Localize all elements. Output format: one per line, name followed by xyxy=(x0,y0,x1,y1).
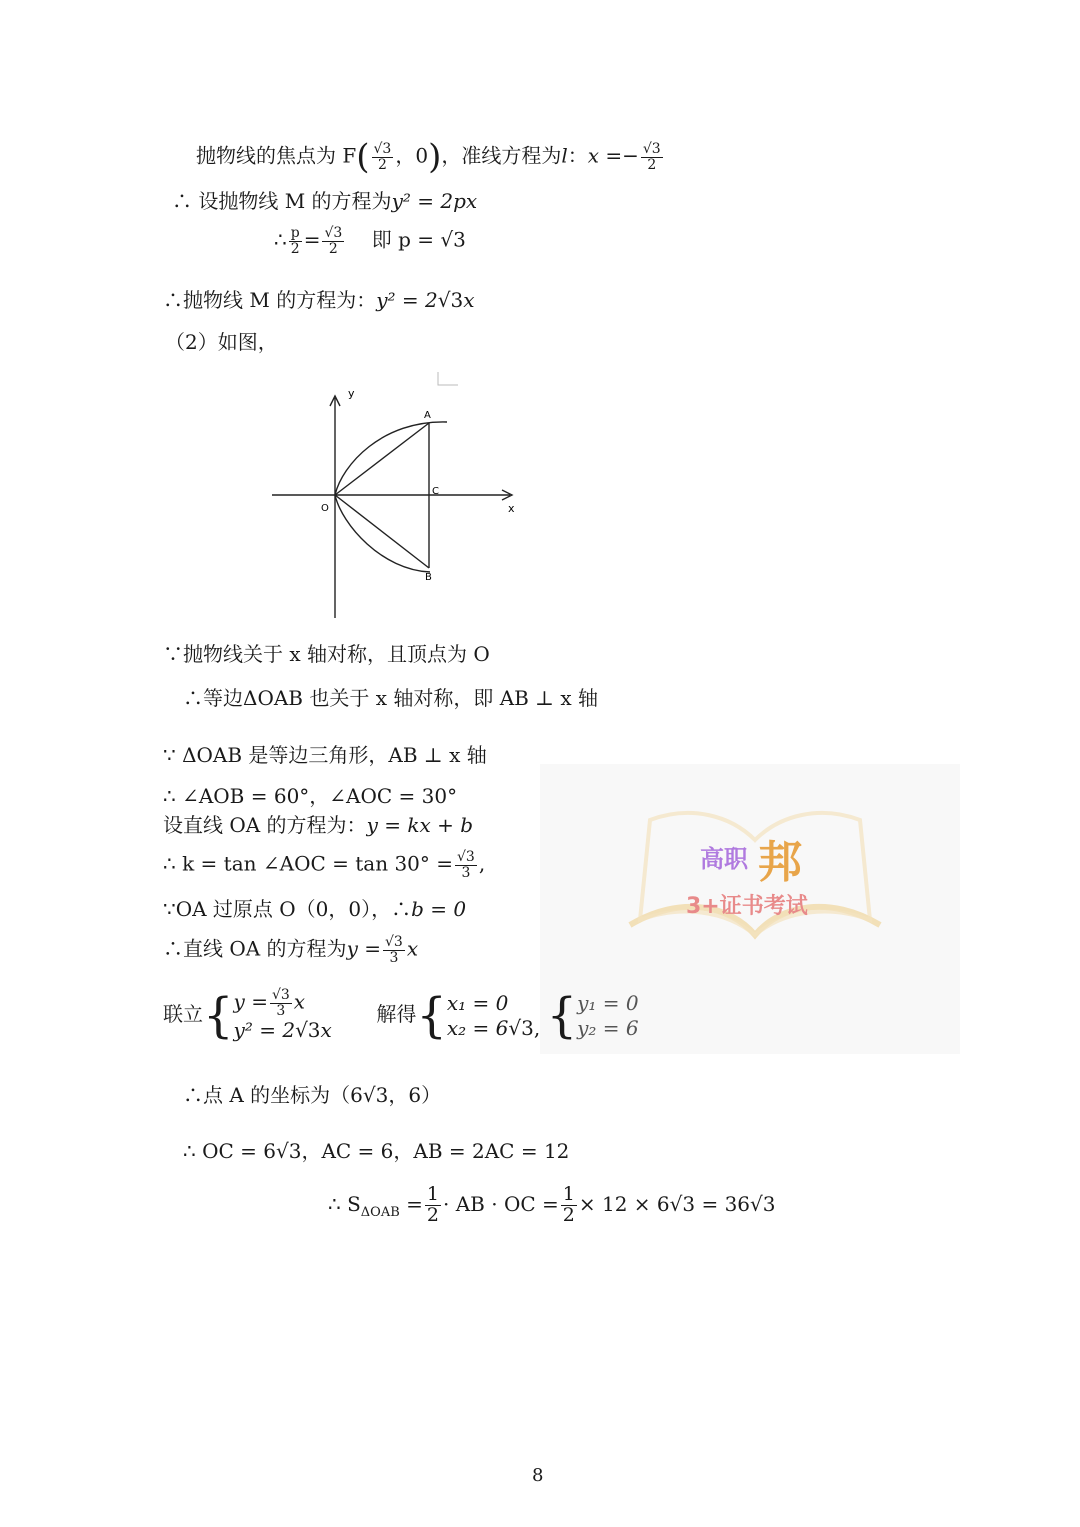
fraction-p-over-2: $\frac{p}{2}$ xyxy=(290,225,300,257)
fraction-sqrt3-over-2: $\frac{√3}{2}$ xyxy=(373,140,392,173)
system-eq-1: y = $\frac{√3}{3}$ x xyxy=(233,987,306,1019)
corner-mark xyxy=(438,372,458,385)
label-y: y xyxy=(348,387,355,400)
segment-oa xyxy=(335,423,429,495)
point-a-line: ∴点 A 的坐标为（6√3，6） xyxy=(183,1083,442,1107)
watermark-subtitle: 3+证书考试 xyxy=(686,894,808,919)
fraction-sqrt3-over-3-b: $\frac{√3}{3}$ xyxy=(384,934,403,966)
equilateral-symmetry-line: ∴等边ΔOAB 也关于 x 轴对称，即 AB ⊥ x 轴 xyxy=(183,686,598,710)
left-brace-2: { xyxy=(416,987,447,1044)
left-brace-3: { xyxy=(546,987,578,1044)
page-number: 8 xyxy=(532,1465,544,1486)
p-value-line: ∴ $\frac{p}{2}$ = $\frac{√3}{2}$ 即 p = √3 xyxy=(274,225,466,257)
fraction-sqrt3-over-2-b: $\frac{√3}{2}$ xyxy=(642,140,661,173)
label-o: O xyxy=(321,503,329,514)
watermark-title-a: 高职 xyxy=(700,845,748,873)
line-oa-equation: ∴直线 OA 的方程为y = $\frac{√3}{3}$ x xyxy=(163,934,419,966)
parabola-figure xyxy=(262,370,522,625)
parabola-equation-line: ∴抛物线 M 的方程为：y² = 2√3x xyxy=(163,288,475,312)
focus-directrix-line: 抛物线的焦点为 F( $\frac{√3}{2}$ ，0)，准线方程为l：x =− $\frac{√3}{2}$ xyxy=(196,137,661,177)
area-line: ∴ $S_{\Delta OAB}$ = $\frac{1}{2}$ · AB · OC = $\frac{1}{2}$ × 12 × 6√3 = 36√3 xyxy=(328,1183,776,1226)
left-brace: { xyxy=(203,987,234,1044)
fraction-one-half: $\frac{1}{2}$ xyxy=(426,1183,440,1226)
intercept-line: ∵OA 过原点 O（0，0），∴b = 0 xyxy=(163,897,467,921)
watermark-book-logo xyxy=(620,795,890,975)
symmetry-line: ∵抛物线关于 x 轴对称，且顶点为 O xyxy=(163,642,490,666)
equilateral-line: ∵ ΔOAB 是等边三角形，AB ⊥ x 轴 xyxy=(163,743,487,767)
label-c: C xyxy=(432,486,439,497)
fraction-sqrt3-over-3: $\frac{√3}{3}$ xyxy=(457,849,475,881)
solution-x: x₁ = 0 x₂ = 6√3, xyxy=(446,990,541,1040)
label-a: A xyxy=(424,410,431,421)
segment-ob xyxy=(335,495,429,568)
paren-open: ( xyxy=(356,137,370,177)
paren-close: ) xyxy=(428,137,442,177)
watermark-title-b: 邦 xyxy=(758,837,802,888)
fraction-sqrt3-over-2-c: $\frac{√3}{2}$ xyxy=(324,225,343,257)
line-oa-assumption: 设直线 OA 的方程为：y = kx + b xyxy=(163,813,474,837)
slope-line: ∴ k = tan ∠AOC = tan 30° = $\frac{√3}{3}$ , xyxy=(163,849,486,881)
label-b: B xyxy=(425,572,432,583)
parabola-curve xyxy=(335,422,447,572)
system-equations xyxy=(234,988,332,1043)
system-eq-2: y² = 2√3x xyxy=(233,1018,332,1043)
label-x: x xyxy=(508,502,515,515)
parabola-assumption-line: ∴ 设抛物线 M 的方程为y² = 2px xyxy=(172,189,478,213)
solution-y: y₁ = 0 y₂ = 6 xyxy=(577,990,639,1040)
angle-line: ∴ ∠AOB = 60°，∠AOC = 30° xyxy=(163,784,458,808)
part-2-heading: （2）如图， xyxy=(165,330,278,354)
lengths-line: ∴ OC = 6√3，AC = 6，AB = 2AC = 12 xyxy=(183,1139,570,1163)
system-line: 联立{ y = $\frac{√3}{3}$ x y² = 2√3x 解得{ x₁ = 0 x₂ = 6√3, { y₁ = 0 y₂ = 6 xyxy=(163,987,639,1044)
fraction-one-half-b: $\frac{1}{2}$ xyxy=(562,1183,575,1226)
